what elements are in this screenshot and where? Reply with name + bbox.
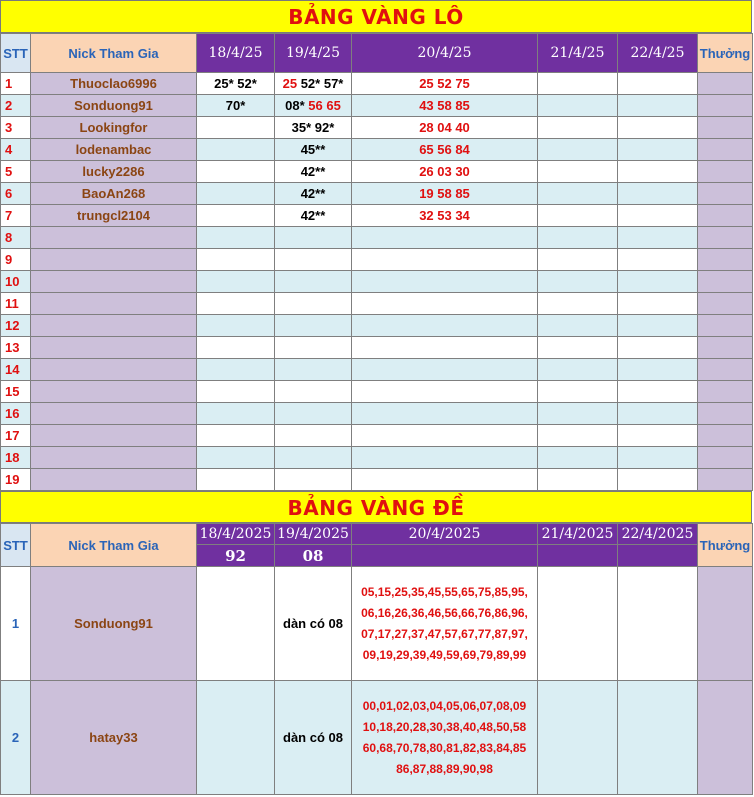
lo-table-row <box>1 469 753 491</box>
lo-table-row <box>1 293 753 315</box>
pick-cell <box>352 73 538 95</box>
reward-cell <box>698 73 753 95</box>
lo-table-row <box>1 315 753 337</box>
pick-cell <box>352 447 538 469</box>
reward-cell <box>698 139 753 161</box>
pick-cell <box>352 337 538 359</box>
row-number: 19 <box>1 469 31 491</box>
row-number: 8 <box>1 227 31 249</box>
de-result-value: 92 <box>197 545 275 567</box>
de-header-date: 22/4/2025 <box>618 524 698 545</box>
lo-table-row <box>1 117 753 139</box>
pick-cell <box>618 271 698 293</box>
row-number: 12 <box>1 315 31 337</box>
pick-numbers: 19 58 85 <box>419 186 470 201</box>
reward-cell <box>698 315 753 337</box>
pick-numbers: 32 53 34 <box>419 208 470 223</box>
nick-name <box>31 293 197 315</box>
nick-name: Lookingfor <box>31 117 197 139</box>
pick-cell <box>352 293 538 315</box>
pick-cell <box>197 139 275 161</box>
pick-cell <box>197 403 275 425</box>
pick-cell <box>275 381 352 403</box>
row-number: 1 <box>1 73 31 95</box>
nick-name <box>31 315 197 337</box>
pick-note: dàn có 08 <box>275 567 352 681</box>
row-number: 4 <box>1 139 31 161</box>
lo-header-row <box>1 34 753 73</box>
lo-table-row <box>1 337 753 359</box>
pick-cell <box>275 271 352 293</box>
pick-cell <box>538 161 618 183</box>
pick-cell <box>618 249 698 271</box>
nick-name <box>31 469 197 491</box>
number-set-line: 60,68,70,78,80,81,82,83,84,85 <box>362 740 527 755</box>
reward-cell <box>698 95 753 117</box>
nick-name <box>31 271 197 293</box>
pick-cell <box>197 315 275 337</box>
pick-cell <box>538 315 618 337</box>
pick-cell <box>352 381 538 403</box>
pick-cell <box>538 425 618 447</box>
de-header-date: 20/4/2025 <box>352 524 538 545</box>
pick-cell <box>197 227 275 249</box>
pick-cell <box>275 161 352 183</box>
pick-cell <box>275 469 352 491</box>
pick-cell <box>618 183 698 205</box>
pick-cell <box>275 403 352 425</box>
de-result-value: 08 <box>275 545 352 567</box>
pick-cell <box>538 73 618 95</box>
nick-name <box>31 425 197 447</box>
de-result-value <box>538 545 618 567</box>
row-number: 15 <box>1 381 31 403</box>
de-header-date: 21/4/2025 <box>538 524 618 545</box>
lo-header-nick: Nick Tham Gia <box>31 34 197 73</box>
pick-cell <box>618 403 698 425</box>
de-header-nick: Nick Tham Gia <box>31 524 197 567</box>
reward-cell <box>698 359 753 381</box>
lo-table <box>0 33 753 491</box>
nick-name <box>31 359 197 381</box>
de-result-value <box>352 545 538 567</box>
number-set-line: 07,17,27,37,47,57,67,77,87,97, <box>361 626 528 641</box>
pick-cell <box>618 293 698 315</box>
pick-numbers: 42** <box>300 164 326 179</box>
de-table-row <box>1 567 753 681</box>
lo-header-date: 19/4/25 <box>275 34 352 73</box>
pick-cell <box>197 681 275 795</box>
pick-numbers: 35* 92* <box>291 120 335 135</box>
number-set-line: 06,16,26,36,46,56,66,76,86,96, <box>361 605 528 620</box>
reward-cell <box>698 161 753 183</box>
pick-cell <box>618 381 698 403</box>
reward-cell <box>698 293 753 315</box>
pick-cell <box>352 227 538 249</box>
pick-cell <box>197 183 275 205</box>
de-header-date: 18/4/2025 <box>197 524 275 545</box>
pick-numbers: 25 52 75 <box>419 76 470 91</box>
de-header-stt: STT <box>1 524 31 567</box>
pick-cell <box>275 117 352 139</box>
reward-cell <box>698 567 753 681</box>
nick-name: trungcl2104 <box>31 205 197 227</box>
nick-name <box>31 381 197 403</box>
pick-cell <box>197 567 275 681</box>
lo-table-row <box>1 73 753 95</box>
pick-numbers: 56 65 <box>308 98 341 113</box>
pick-cell <box>197 161 275 183</box>
row-number: 9 <box>1 249 31 271</box>
pick-cell <box>618 425 698 447</box>
pick-cell <box>352 205 538 227</box>
lo-table-row <box>1 227 753 249</box>
lo-table-row <box>1 425 753 447</box>
lo-table-row <box>1 139 753 161</box>
pick-cell <box>538 117 618 139</box>
pick-cell <box>538 227 618 249</box>
pick-cell <box>618 139 698 161</box>
de-table <box>0 523 753 795</box>
row-number: 14 <box>1 359 31 381</box>
pick-cell <box>618 73 698 95</box>
lo-header-date: 21/4/25 <box>538 34 618 73</box>
lo-table-row <box>1 95 753 117</box>
pick-cell <box>197 117 275 139</box>
pick-cell <box>618 95 698 117</box>
pick-cell <box>197 447 275 469</box>
lo-table-row <box>1 183 753 205</box>
pick-cell <box>352 139 538 161</box>
pick-cell <box>538 567 618 681</box>
nick-name: hatay33 <box>31 681 197 795</box>
number-set-line: 09,19,29,39,49,59,69,79,89,99 <box>362 647 527 662</box>
de-header-reward: Thưởng <box>698 524 753 567</box>
nick-name: lodenambac <box>31 139 197 161</box>
de-table-row <box>1 681 753 795</box>
pick-numbers: 65 56 84 <box>419 142 470 157</box>
lo-header-date: 22/4/25 <box>618 34 698 73</box>
de-header-row <box>1 524 753 545</box>
pick-cell <box>538 95 618 117</box>
pick-cell <box>275 249 352 271</box>
pick-cell <box>538 271 618 293</box>
pick-cell <box>538 681 618 795</box>
pick-cell <box>618 227 698 249</box>
row-number: 7 <box>1 205 31 227</box>
pick-cell <box>197 95 275 117</box>
number-set-cell <box>352 567 538 681</box>
lo-header-date: 18/4/25 <box>197 34 275 73</box>
pick-cell <box>197 271 275 293</box>
lo-table-row <box>1 403 753 425</box>
pick-cell <box>352 315 538 337</box>
pick-cell <box>275 293 352 315</box>
pick-cell <box>618 161 698 183</box>
pick-cell <box>538 469 618 491</box>
pick-numbers: 45** <box>300 142 326 157</box>
lo-table-row <box>1 381 753 403</box>
pick-cell <box>275 139 352 161</box>
pick-cell <box>352 117 538 139</box>
pick-cell <box>275 425 352 447</box>
nick-name: Sonduong91 <box>31 95 197 117</box>
reward-cell <box>698 205 753 227</box>
nick-name: Thuoclao6996 <box>31 73 197 95</box>
nick-name <box>31 447 197 469</box>
pick-cell <box>538 381 618 403</box>
pick-cell <box>618 567 698 681</box>
pick-cell <box>275 205 352 227</box>
lo-table-row <box>1 447 753 469</box>
pick-cell <box>197 249 275 271</box>
nick-name: lucky2286 <box>31 161 197 183</box>
row-number: 18 <box>1 447 31 469</box>
pick-cell <box>538 403 618 425</box>
lo-table-row <box>1 359 753 381</box>
pick-cell <box>197 293 275 315</box>
pick-cell <box>352 95 538 117</box>
pick-cell <box>538 293 618 315</box>
pick-cell <box>197 337 275 359</box>
reward-cell <box>698 227 753 249</box>
pick-cell <box>618 359 698 381</box>
row-number: 3 <box>1 117 31 139</box>
nick-name: BaoAn268 <box>31 183 197 205</box>
pick-cell <box>352 249 538 271</box>
row-number: 2 <box>1 95 31 117</box>
pick-cell <box>618 447 698 469</box>
pick-cell <box>275 73 352 95</box>
lo-table-row <box>1 249 753 271</box>
pick-cell <box>618 681 698 795</box>
pick-cell <box>197 359 275 381</box>
pick-numbers: 28 04 40 <box>419 120 470 135</box>
lo-table-row <box>1 205 753 227</box>
pick-cell <box>197 73 275 95</box>
number-set-line: 00,01,02,03,04,05,06,07,08,09 <box>362 698 527 713</box>
lo-header-date: 20/4/25 <box>352 34 538 73</box>
pick-cell <box>197 425 275 447</box>
nick-name <box>31 227 197 249</box>
pick-numbers: 42** <box>300 208 326 223</box>
reward-cell <box>698 381 753 403</box>
pick-cell <box>618 315 698 337</box>
pick-cell <box>538 205 618 227</box>
nick-name <box>31 249 197 271</box>
pick-cell <box>538 249 618 271</box>
pick-cell <box>618 117 698 139</box>
pick-cell <box>275 95 352 117</box>
pick-cell <box>197 469 275 491</box>
pick-numbers: 42** <box>300 186 326 201</box>
pick-cell <box>538 359 618 381</box>
number-set-cell <box>352 681 538 795</box>
reward-cell <box>698 271 753 293</box>
pick-cell <box>538 139 618 161</box>
pick-cell <box>618 469 698 491</box>
nick-name: Sonduong91 <box>31 567 197 681</box>
pick-cell <box>352 359 538 381</box>
number-set-line: 05,15,25,35,45,55,65,75,85,95, <box>361 584 528 599</box>
lo-header-reward: Thưởng <box>698 34 753 73</box>
de-title: BẢNG VÀNG ĐỀ <box>0 491 752 523</box>
row-number: 17 <box>1 425 31 447</box>
lo-header-stt: STT <box>1 34 31 73</box>
reward-cell <box>698 183 753 205</box>
reward-cell <box>698 681 753 795</box>
pick-cell <box>197 381 275 403</box>
row-number: 10 <box>1 271 31 293</box>
pick-cell <box>275 183 352 205</box>
lo-title: BẢNG VÀNG LÔ <box>0 0 752 33</box>
row-number: 1 <box>1 567 31 681</box>
pick-cell <box>275 447 352 469</box>
number-set-line: 10,18,20,28,30,38,40,48,50,58 <box>362 719 527 734</box>
row-number: 16 <box>1 403 31 425</box>
pick-numbers: 26 03 30 <box>419 164 470 179</box>
reward-cell <box>698 469 753 491</box>
pick-numbers: 25* 52* <box>214 76 257 91</box>
pick-cell <box>352 425 538 447</box>
reward-cell <box>698 249 753 271</box>
pick-cell <box>275 337 352 359</box>
row-number: 13 <box>1 337 31 359</box>
reward-cell <box>698 403 753 425</box>
lo-table-row <box>1 161 753 183</box>
pick-cell <box>538 447 618 469</box>
pick-cell <box>352 403 538 425</box>
row-number: 6 <box>1 183 31 205</box>
pick-cell <box>618 205 698 227</box>
nick-name <box>31 403 197 425</box>
pick-cell <box>352 469 538 491</box>
number-set-line: 86,87,88,89,90,98 <box>396 761 493 776</box>
pick-cell <box>352 183 538 205</box>
lo-table-row <box>1 271 753 293</box>
pick-cell <box>275 359 352 381</box>
pick-cell <box>275 315 352 337</box>
pick-numbers: 43 58 85 <box>419 98 470 113</box>
de-header-date: 19/4/2025 <box>275 524 352 545</box>
pick-cell <box>618 337 698 359</box>
pick-cell <box>352 271 538 293</box>
row-number: 2 <box>1 681 31 795</box>
pick-cell <box>538 337 618 359</box>
reward-cell <box>698 447 753 469</box>
pick-cell <box>197 205 275 227</box>
pick-cell <box>352 161 538 183</box>
pick-numbers: 52* 57* <box>300 76 344 91</box>
de-result-value <box>618 545 698 567</box>
pick-note: dàn có 08 <box>275 681 352 795</box>
reward-cell <box>698 425 753 447</box>
row-number: 5 <box>1 161 31 183</box>
pick-cell <box>538 183 618 205</box>
row-number: 11 <box>1 293 31 315</box>
reward-cell <box>698 117 753 139</box>
reward-cell <box>698 337 753 359</box>
pick-cell <box>275 227 352 249</box>
nick-name <box>31 337 197 359</box>
pick-numbers: 70* <box>225 98 246 113</box>
pick-numbers: 25 <box>282 76 301 91</box>
pick-numbers: 08* <box>285 98 309 113</box>
